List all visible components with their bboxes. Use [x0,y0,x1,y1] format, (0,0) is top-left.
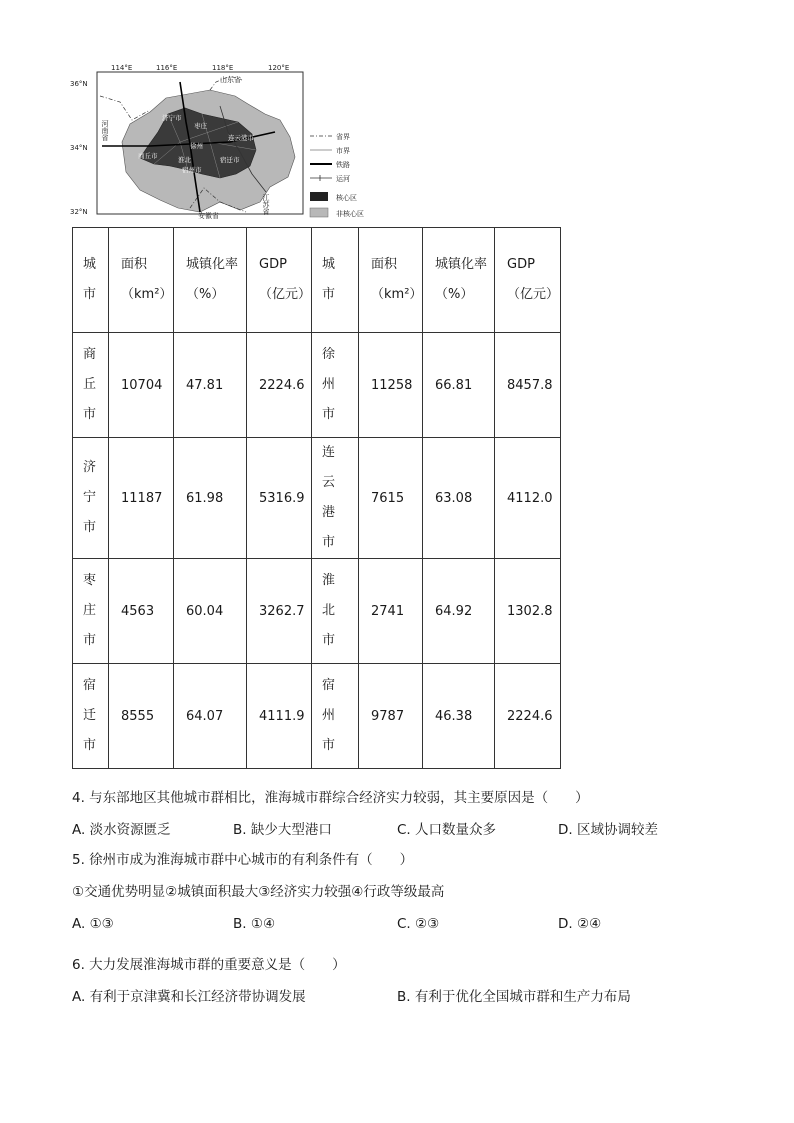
question-5-statements: ①交通优势明显②城镇面积最大③经济实力较强④行政等级最高 [72,884,445,900]
cell-city-b: 连 云 港 市 [312,438,359,559]
question-5-option-a[interactable]: A. ①③ [72,916,114,932]
region-map [70,62,380,224]
label-zaozhuang: 枣庄 [194,122,207,130]
cell-city-a: 宿 迁 市 [73,664,109,769]
label-shangqiu: 商丘市 [138,152,158,160]
lon-label-116: 116°E [156,64,178,72]
cell-gdp-a: 4111.9 [247,664,312,769]
question-5-option-b[interactable]: B. ①④ [233,916,276,932]
label-jiangsu: 江苏省 [262,194,270,215]
label-suqian: 宿迁市 [220,156,240,164]
legend-city: 市界 [336,147,350,155]
cell-gdp-a: 2224.6 [247,333,312,438]
cell-urban-a: 61.98 [174,438,247,559]
label-xuzhou: 徐州 [190,142,203,150]
cell-city-a: 枣 庄 市 [73,559,109,664]
cell-urban-b: 64.92 [423,559,495,664]
map-svg [70,62,380,224]
label-henan: 河南省 [101,120,109,141]
question-4-option-a[interactable]: A. 淡水资源匮乏 [72,822,171,838]
cell-gdp-a: 5316.9 [247,438,312,559]
cell-city-b: 淮 北 市 [312,559,359,664]
cell-gdp-b: 4112.0 [495,438,561,559]
header-gdp-b: GDP （亿元） [495,228,561,333]
cell-city-a: 济 宁 市 [73,438,109,559]
cell-area-b: 11258 [359,333,423,438]
map-legend [310,132,364,218]
label-suzhou: 宿州市 [182,166,202,174]
question-6-option-b[interactable]: B. 有利于优化全国城市群和生产力布局 [397,989,631,1005]
cell-urban-a: 60.04 [174,559,247,664]
question-6-option-a[interactable]: A. 有利于京津冀和长江经济带协调发展 [72,989,306,1005]
cell-urban-a: 64.07 [174,664,247,769]
question-5-stem: 5. 徐州市成为淮海城市群中心城市的有利条件有（ ） [72,852,414,868]
header-city-a: 城 市 [73,228,109,333]
cell-gdp-b: 8457.8 [495,333,561,438]
lon-label-114: 114°E [111,64,133,72]
table-row [73,438,561,559]
table-row [73,333,561,438]
legend-province: 省界 [336,133,350,141]
cell-gdp-a: 3262.7 [247,559,312,664]
cell-city-a: 商 丘 市 [73,333,109,438]
header-gdp-a: GDP （亿元） [247,228,312,333]
question-6-stem: 6. 大力发展淮海城市群的重要意义是（ ） [72,957,346,973]
cell-area-b: 7615 [359,438,423,559]
lat-label-32: 32°N [70,208,88,216]
header-area-b: 面积 （km²） [359,228,423,333]
cell-city-b: 徐 州 市 [312,333,359,438]
label-shandong: 山东省 [220,76,241,84]
cell-gdp-b: 1302.8 [495,559,561,664]
table-row [73,664,561,769]
lat-label-36: 36°N [70,80,88,88]
cell-city-b: 宿 州 市 [312,664,359,769]
header-area-a: 面积 （km²） [109,228,174,333]
label-lianyungang: 连云港市 [228,134,254,142]
header-urban-a: 城镇化率 （%） [174,228,247,333]
legend-core: 核心区 [336,194,357,202]
cell-gdp-b: 2224.6 [495,664,561,769]
cell-area-a: 10704 [109,333,174,438]
table-row [73,559,561,664]
cell-area-a: 4563 [109,559,174,664]
cell-area-a: 8555 [109,664,174,769]
question-5-option-d[interactable]: D. ②④ [558,916,602,932]
city-data-table [72,227,561,769]
question-4-option-d[interactable]: D. 区域协调较差 [558,822,658,838]
lon-label-120: 120°E [268,64,290,72]
legend-rail: 铁路 [336,161,350,169]
legend-noncore: 非核心区 [336,210,364,218]
legend-core-box [310,192,328,201]
cell-area-b: 9787 [359,664,423,769]
legend-noncore-box [310,208,328,217]
lon-label-118: 118°E [212,64,234,72]
cell-urban-b: 46.38 [423,664,495,769]
label-huaibei: 淮北 [178,156,191,164]
cell-urban-a: 47.81 [174,333,247,438]
cell-area-b: 2741 [359,559,423,664]
header-urban-b: 城镇化率 （%） [423,228,495,333]
header-city-b: 城 市 [312,228,359,333]
cell-area-a: 11187 [109,438,174,559]
label-anhui: 安徽省 [198,212,219,220]
question-4-stem: 4. 与东部地区其他城市群相比，淮海城市群综合经济实力较弱，其主要原因是（ ） [72,790,589,806]
cell-urban-b: 63.08 [423,438,495,559]
question-4-option-c[interactable]: C. 人口数量众多 [397,822,497,838]
cell-urban-b: 66.81 [423,333,495,438]
table-header-row [73,228,561,333]
question-4-option-b[interactable]: B. 缺少大型港口 [233,822,332,838]
question-5-option-c[interactable]: C. ②③ [397,916,440,932]
legend-canal: 运河 [336,175,350,183]
label-jining: 济宁市 [162,114,182,122]
lat-label-34: 34°N [70,144,88,152]
